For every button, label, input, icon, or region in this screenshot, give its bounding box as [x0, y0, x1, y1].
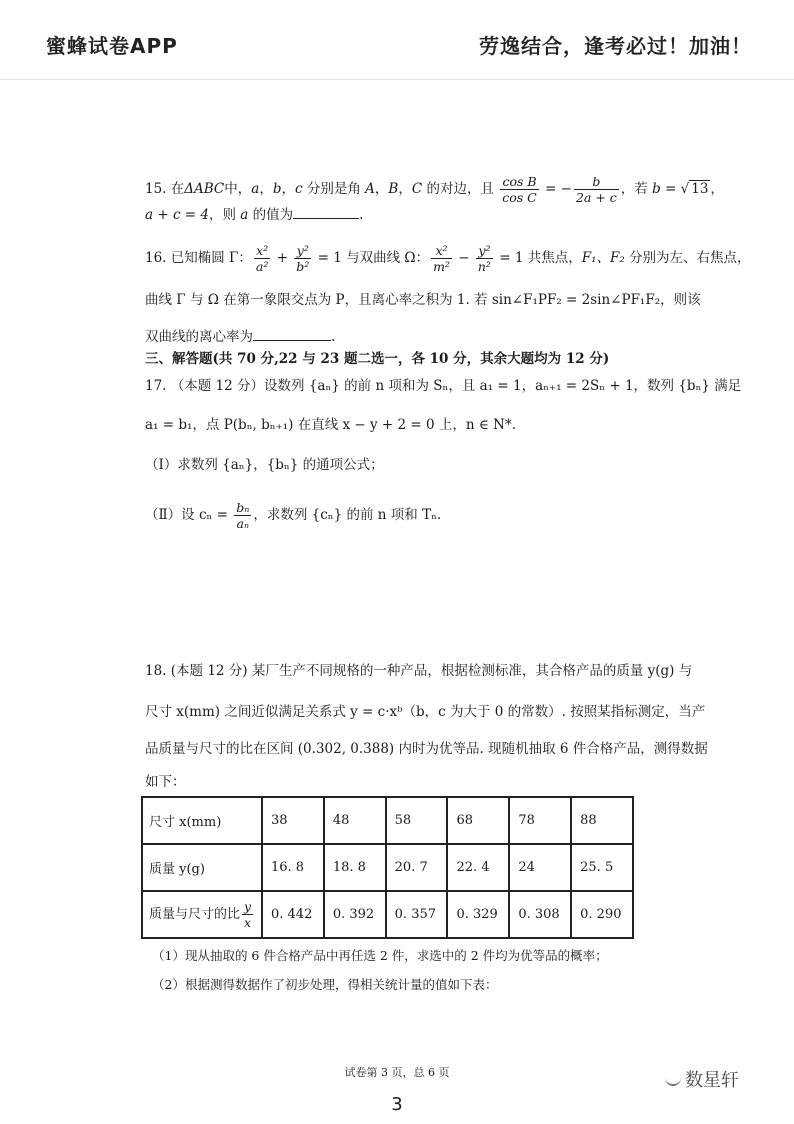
table-cell: 0. 357 — [386, 891, 448, 938]
q18-line4: 如下： — [145, 774, 186, 790]
q16-frac-y2b2: $\frac{\text{y²}}{\text{b²}}$ — [296, 243, 310, 274]
q16-line1: 16. 已知椭圆 Γ： $\frac{\text{x²}}{\text{a²}}$ + $\frac{\text{y²}}{\text{b²}}$ = 1 与双曲线 Ω： $\frac{\text{x²}}{\text{m²}}$ − $\frac{\text{y²}}{\text{n²}}$ = 1 共焦点，F₁、F₂ 分别为左、右焦点， — [145, 243, 751, 274]
section-3-heading: 三、解答题(共 70 分,22 与 23 题二选一，各 10 分，其余大题均为 12 分) — [145, 351, 610, 367]
q18-line3: 品质量与尺寸的比在区间 (0.302, 0.388) 内时为优等品. 现随机抽取 6 件合格产品，测得数据 — [145, 741, 708, 757]
table-cell: 68 — [447, 797, 509, 844]
row-header-mass: 质量 y(g) — [142, 844, 262, 891]
q18-line1: 18. (本题 12 分) 某厂生产不同规格的一种产品，根据检测标准，其合格产品的质量 y(g) 与 — [145, 663, 693, 679]
q15-answer-blank[interactable] — [293, 204, 359, 219]
row-header-ratio: 质量与尺寸的比 $\frac{y}{x}$ — [142, 891, 262, 938]
q18-subquestion-2: （2）根据测得数据作了初步处理，得相关统计量的值如下表： — [152, 977, 498, 992]
table-cell: 24 — [509, 844, 571, 891]
table-cell: 88 — [571, 797, 633, 844]
q16-line3: 双曲线的离心率为 . — [145, 326, 335, 347]
q17-part1: （Ⅰ）求数列 {aₙ}，{bₙ} 的通项公式； — [145, 457, 384, 473]
table-cell: 0. 392 — [324, 891, 386, 938]
q16-line2: 曲线 Γ 与 Ω 在第一象限交点为 P，且离心率之积为 1. 若 sin∠F₁PF₂ = 2sin∠PF₁F₂，则该 — [145, 292, 701, 308]
table-cell: 78 — [509, 797, 571, 844]
q17-line1: 17. （本题 12 分）设数列 {aₙ} 的前 n 项和为 Sₙ，且 a₁ = 1，aₙ₊₁ = 2Sₙ + 1，数列 {bₙ} 满足 — [145, 378, 742, 394]
q16-frac-x2a2: $\frac{\text{x²}}{\text{a²}}$ — [255, 243, 269, 274]
header-slogan: 劳逸结合，逢考必过！加油！ — [479, 34, 752, 58]
table-cell: 20. 7 — [386, 844, 448, 891]
table-row — [142, 797, 633, 844]
app-brand: 蜜蜂试卷APP — [46, 34, 178, 58]
q17-frac-cn: $\frac{\text{bₙ}}{\text{aₙ}}$ — [236, 500, 250, 531]
q16-frac-y2n2: $\frac{\text{y²}}{\text{n²}}$ — [477, 243, 491, 274]
q17-part2: （Ⅱ）设 cₙ = $\frac{\text{bₙ}}{\text{aₙ}}$ ，求数列 {cₙ} 的前 n 项和 Tₙ. — [145, 500, 442, 531]
q18-subquestion-1: （1）现从抽取的 6 件合格产品中再任选 2 件，求选中的 2 件均为优等品的概率； — [152, 948, 608, 963]
table-cell: 16. 8 — [262, 844, 324, 891]
page-info: 试卷第 3 页，总 6 页 — [344, 1066, 450, 1079]
table-row — [142, 844, 633, 891]
table-cell: 0. 308 — [509, 891, 571, 938]
q17-line2: a₁ = b₁，点 P(bₙ, bₙ₊₁) 在直线 x − y + 2 = 0 上，n ∈ N*. — [145, 417, 516, 433]
q15-fraction-cos: $\frac{\text{cos B}}{\text{cos C}}$ — [502, 174, 537, 205]
page-number: 3 — [391, 1094, 403, 1115]
watermark-icon — [665, 1076, 681, 1086]
table-cell: 25. 5 — [571, 844, 633, 891]
q16-answer-blank[interactable] — [253, 326, 331, 341]
q15-fraction-b: $\frac{b}{2a + c}$ — [575, 174, 617, 205]
table-cell: 58 — [386, 797, 448, 844]
table-cell: 18. 8 — [324, 844, 386, 891]
watermark: 数星轩 — [665, 1066, 739, 1092]
table-cell: 22. 4 — [447, 844, 509, 891]
table-cell: 48 — [324, 797, 386, 844]
app-header — [0, 0, 794, 80]
q15-line2: a + c = 4，则 a 的值为 . — [145, 204, 363, 225]
table-cell: 0. 329 — [447, 891, 509, 938]
q16-frac-x2m2: $\frac{\text{x²}}{\text{m²}}$ — [433, 243, 450, 274]
q15-line1: 15. 在ΔABC中，a，b，c 分别是角 A，B，C 的对边，且 $\frac{\text{cos B}}{\text{cos C}}$ = − $\frac{b}{2a + c}$ ，若 b = √ 13 ， — [145, 174, 724, 205]
table-cell: 0. 290 — [571, 891, 633, 938]
table-cell: 38 — [262, 797, 324, 844]
q18-line2: 尺寸 x(mm) 之间近似满足关系式 y = c·xᵇ（b，c 为大于 0 的常数）. 按照某指标测定，当产 — [145, 704, 706, 720]
table-row — [142, 891, 633, 938]
q18-data-table — [141, 796, 634, 939]
table-cell: 0. 442 — [262, 891, 324, 938]
row-header-size: 尺寸 x(mm) — [142, 797, 262, 844]
